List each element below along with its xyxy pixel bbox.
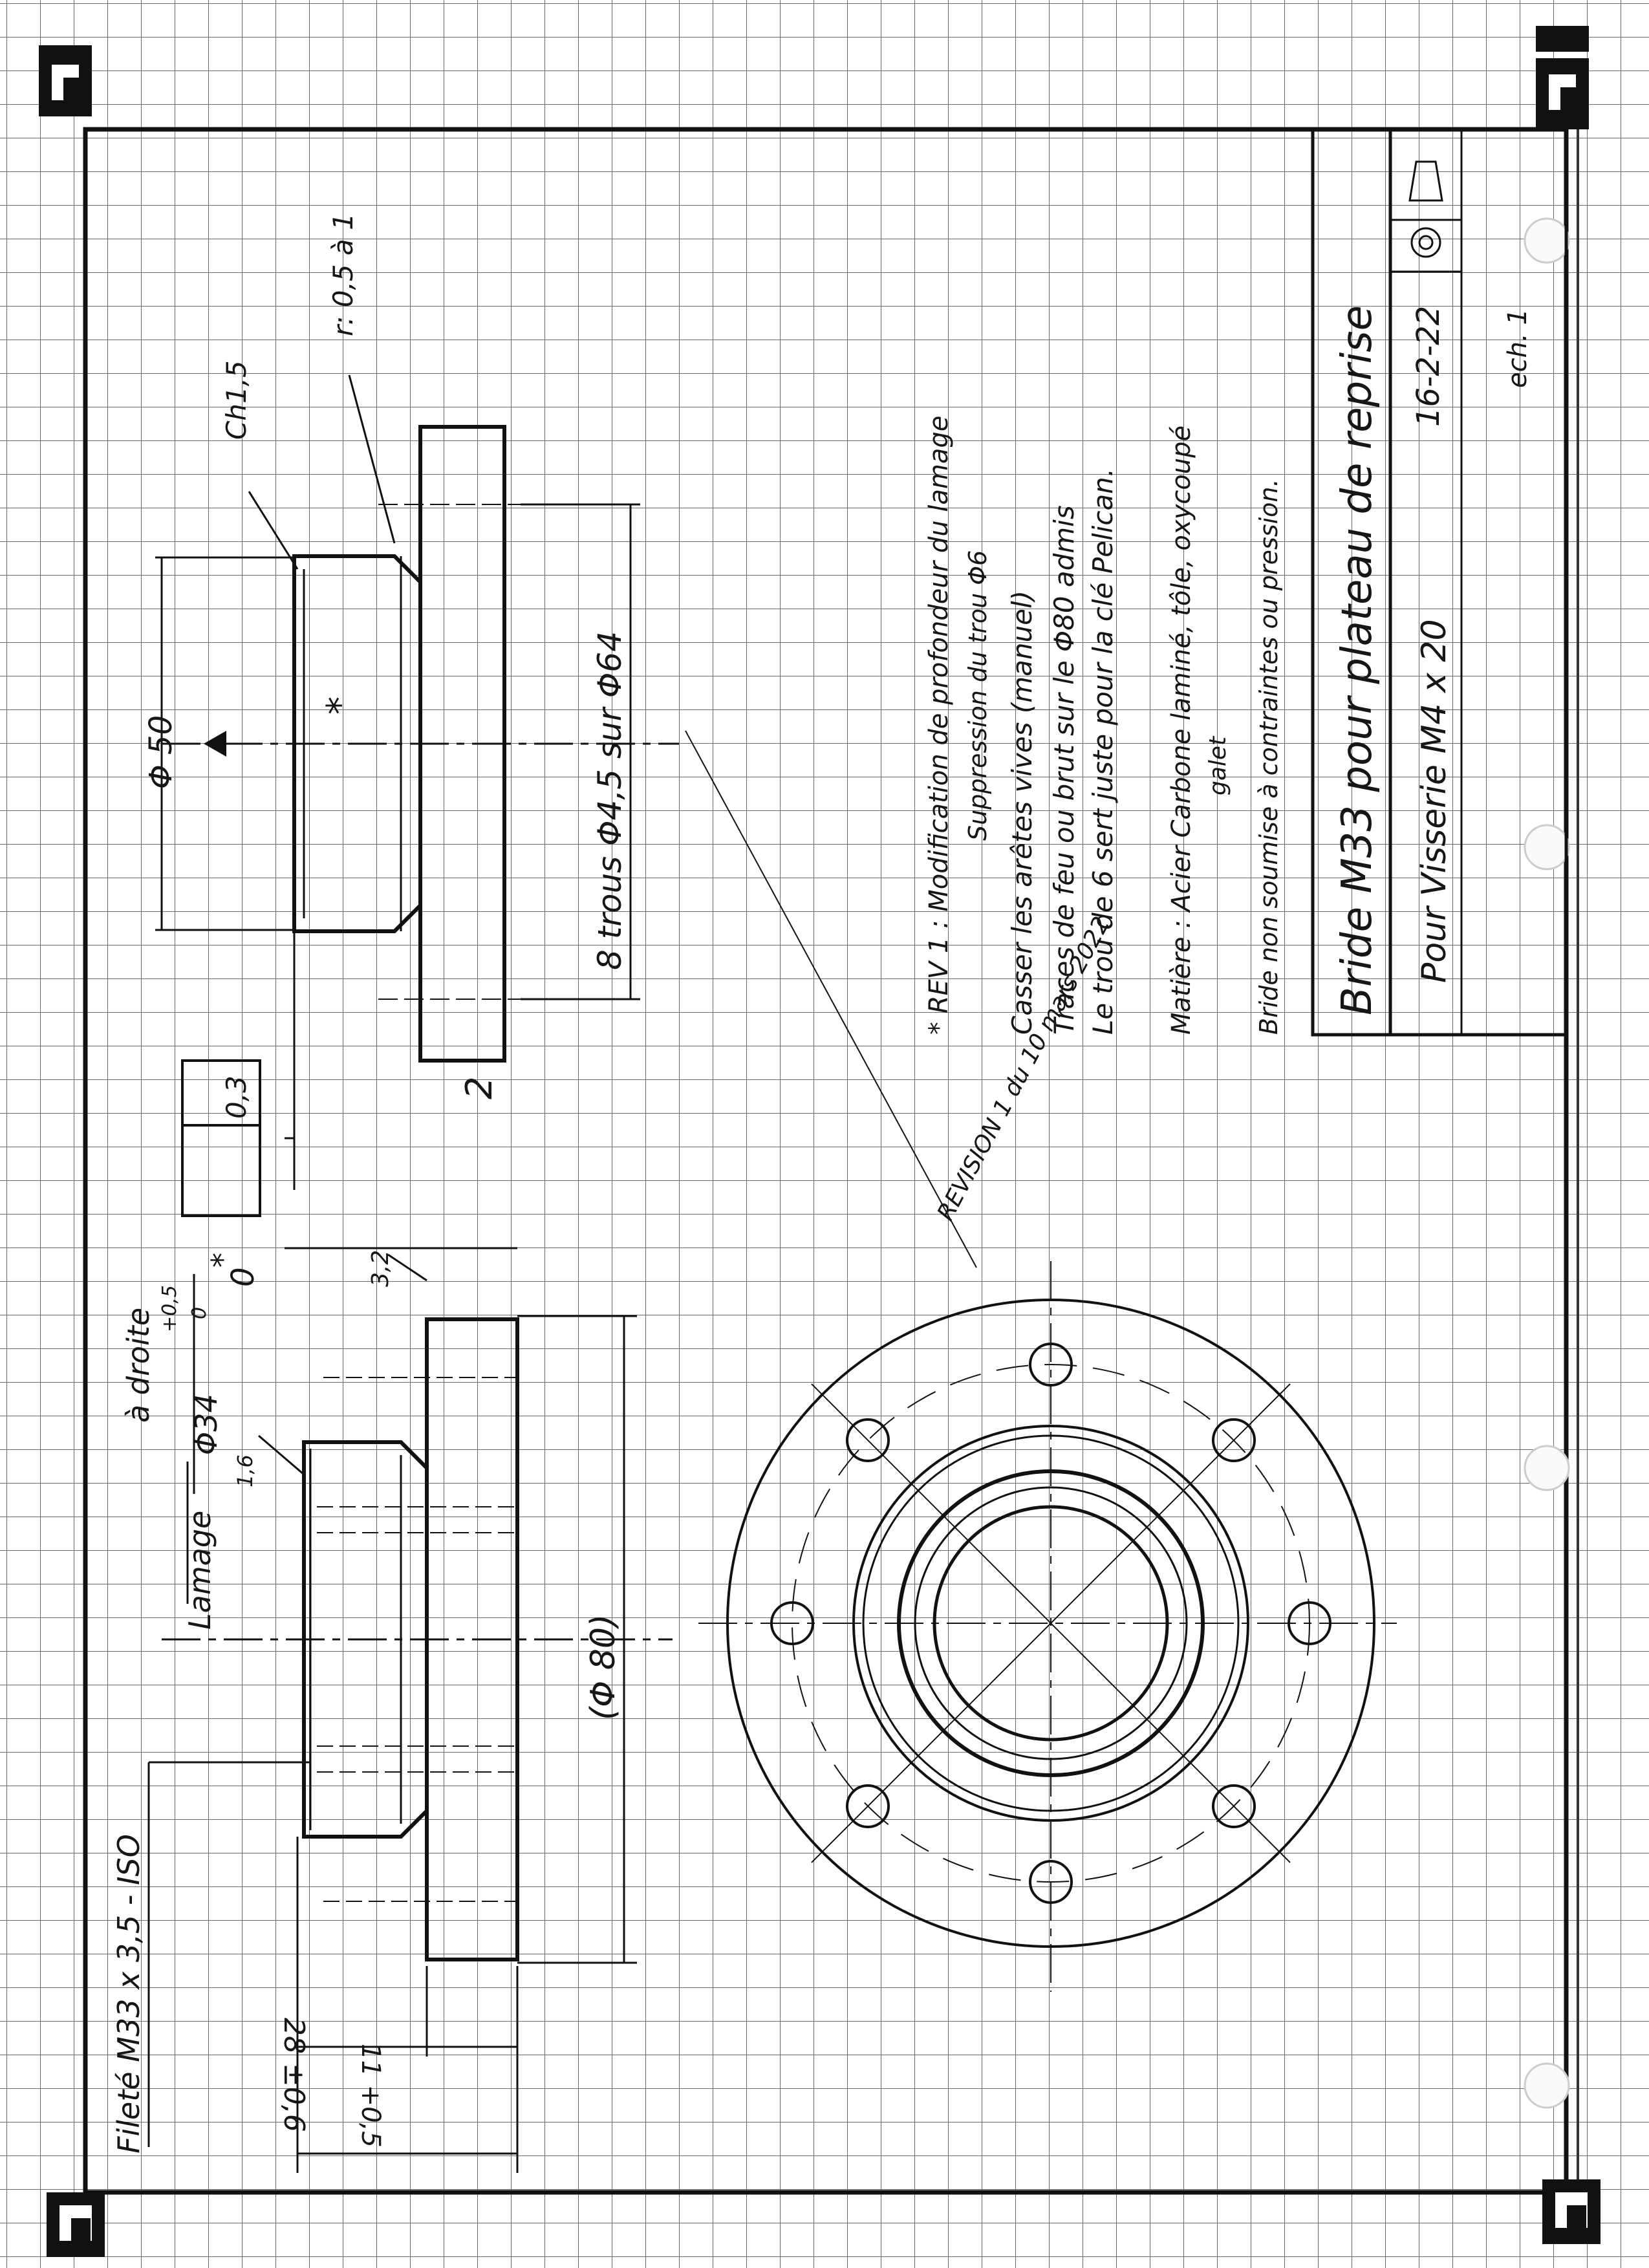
note-galet: galet bbox=[1205, 736, 1231, 795]
binder-hole bbox=[1525, 1446, 1569, 1490]
note-bride: Bride non soumise à contraintes ou pression. bbox=[1255, 479, 1283, 1035]
drawing-date: 16-2-22 bbox=[1410, 305, 1447, 427]
len11-label: 11 +0,5 bbox=[356, 2044, 385, 2148]
note-matiere: Matière : Acier Carbone laminé, tôle, oxycoupé bbox=[1167, 425, 1196, 1035]
note-traces: Traces de feu ou brut sur le Φ80 admis bbox=[1048, 505, 1080, 1035]
corner-mark-top-right bbox=[1536, 26, 1589, 129]
note-aretes: Casser les arêtes vives (manuel) bbox=[1006, 590, 1038, 1035]
drawing-title: Bride M33 pour plateau de reprise bbox=[1333, 305, 1381, 1015]
tol34-upper: +0,5 bbox=[158, 1285, 181, 1332]
dia34-label: Φ34 bbox=[189, 1394, 224, 1455]
revision-label: REVISION 1 du 10 mars 2022 bbox=[932, 912, 1116, 1226]
tol34-lower: 0 bbox=[188, 1306, 211, 1319]
mark-2: 2 bbox=[458, 1076, 501, 1099]
holes-label: 8 trous Φ4,5 sur Φ64 bbox=[591, 631, 629, 970]
chamfer-label: Ch1,5 bbox=[221, 360, 252, 440]
drawing-subtitle: Pour Visserie M4 x 20 bbox=[1415, 619, 1454, 983]
corner-mark-bottom-right bbox=[1542, 2179, 1600, 2244]
drawing-scale: ech. 1 bbox=[1503, 308, 1533, 388]
binder-hole bbox=[1525, 219, 1569, 263]
note-rev1b: Suppression du trou Φ6 bbox=[964, 550, 992, 841]
star-mark: * bbox=[319, 697, 361, 715]
roughness-16: 1,6 bbox=[233, 1454, 257, 1487]
binder-hole bbox=[1525, 2064, 1569, 2108]
lamage-label: Lamage bbox=[182, 1510, 217, 1630]
note-trou: Le trou de 6 sert juste pour la clé Pelican. bbox=[1087, 468, 1119, 1035]
len28-label: 28 ±0,6 bbox=[277, 2018, 310, 2132]
roughness-32: 3,2 bbox=[367, 1249, 394, 1287]
corner-mark-bottom-left bbox=[47, 2192, 105, 2257]
droite-label: à droite bbox=[121, 1307, 156, 1423]
thread-label: Fileté M33 x 3,5 - ISO bbox=[111, 1834, 146, 2154]
dia50-label: Φ 50 bbox=[143, 715, 179, 789]
star-mark-2: * bbox=[205, 1253, 240, 1268]
dia80-label: (Φ 80) bbox=[584, 1614, 623, 1720]
flatness-value: 0,3 bbox=[221, 1075, 252, 1119]
radius-label: r: 0,5 à 1 bbox=[327, 213, 359, 336]
corner-mark-top-left bbox=[39, 45, 92, 116]
mark-0: 0 bbox=[225, 1267, 261, 1287]
binder-hole bbox=[1525, 825, 1569, 869]
note-rev1: * REV 1 : Modification de profondeur du lamage bbox=[924, 415, 954, 1035]
